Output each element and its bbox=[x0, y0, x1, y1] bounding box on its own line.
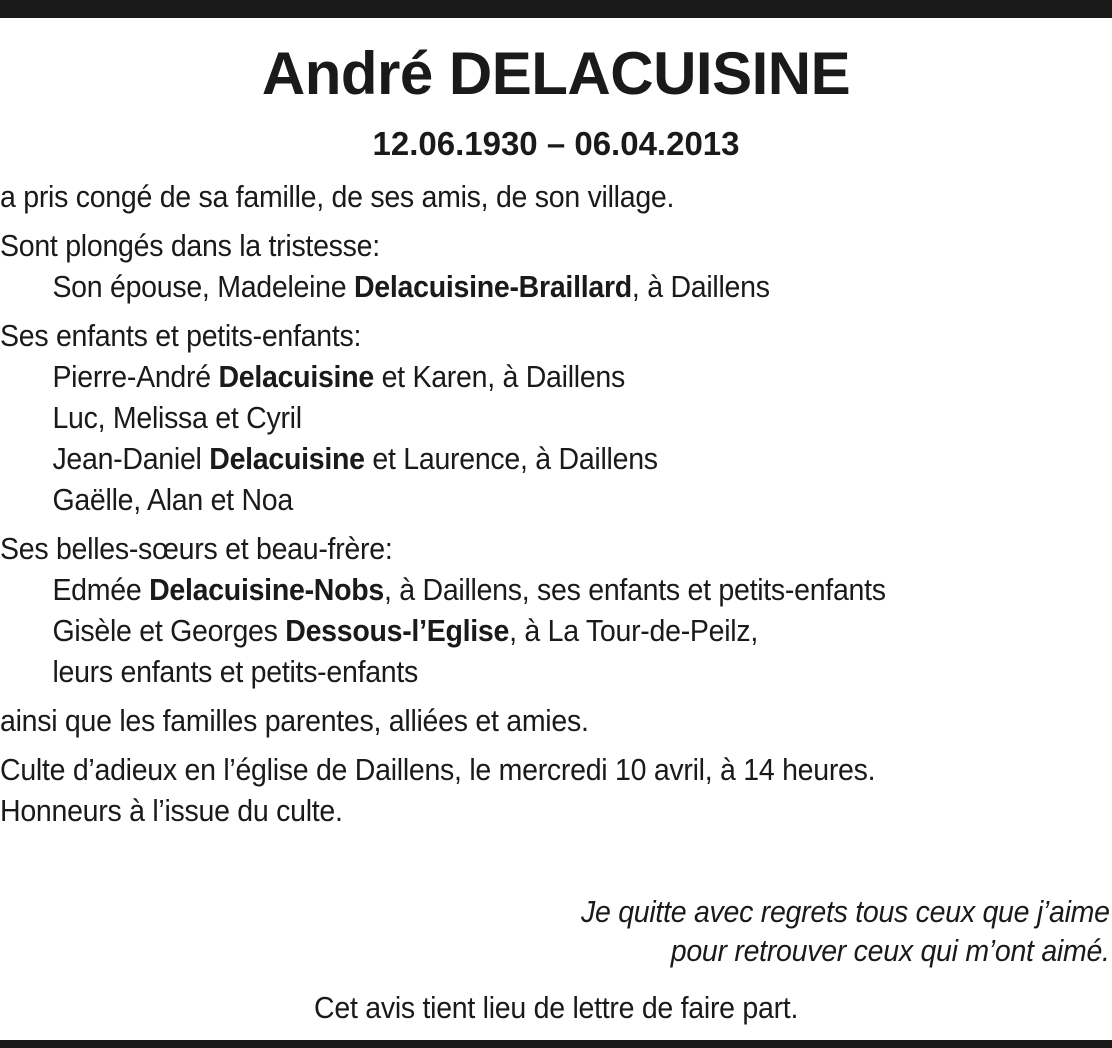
children-line bbox=[0, 479, 1023, 520]
inlaws-line bbox=[0, 569, 1023, 610]
line-text: Gisèle et Georges bbox=[52, 613, 286, 648]
families-text: ainsi que les familles parentes, alliées et amies. bbox=[0, 703, 589, 738]
line-text: Luc, Melissa et Cyril bbox=[52, 400, 302, 435]
surname: Delacuisine-Nobs bbox=[149, 572, 384, 607]
line-text: Jean-Daniel bbox=[52, 441, 210, 476]
closing-text bbox=[0, 988, 1112, 1028]
notice-body bbox=[0, 176, 1023, 831]
line-text: Edmée bbox=[52, 572, 150, 607]
line-text: Gaëlle, Alan et Noa bbox=[52, 482, 293, 517]
surname: Dessous-l’Eglise bbox=[285, 613, 510, 648]
inlaws-line bbox=[0, 610, 1023, 651]
surname: Delacuisine bbox=[218, 359, 374, 394]
spouse-heading: Sont plongés dans la tristesse: bbox=[0, 228, 380, 263]
deceased-name: André DELACUISINE bbox=[261, 40, 851, 107]
service-text: Honneurs à l’issue du culte. bbox=[0, 793, 343, 828]
life-dates: 12.06.1930 – 06.04.2013 bbox=[372, 125, 740, 162]
line-text: , à La Tour-de-Peilz, bbox=[509, 613, 759, 648]
surname: Delacuisine-Braillard bbox=[353, 269, 632, 304]
inlaws-heading: Ses belles-sœurs et beau-frère: bbox=[0, 531, 393, 566]
poem bbox=[581, 892, 1110, 970]
top-rule bbox=[0, 0, 1112, 18]
children-line bbox=[0, 356, 1023, 397]
bottom-rule bbox=[0, 1040, 1112, 1048]
closing-line: Cet avis tient lieu de lettre de faire part. bbox=[313, 990, 799, 1025]
poem-line: Je quitte avec regrets tous ceux que j’aime bbox=[581, 894, 1110, 929]
line-text: , à Daillens bbox=[631, 269, 770, 304]
line-text: et Karen, à Daillens bbox=[373, 359, 625, 394]
poem-line: pour retrouver ceux qui m’ont aimé. bbox=[671, 933, 1110, 968]
children-heading: Ses enfants et petits-enfants: bbox=[0, 318, 362, 353]
line-text: leurs enfants et petits-enfants bbox=[52, 654, 419, 689]
line-text: , à Daillens, ses enfants et petits-enfants bbox=[383, 572, 886, 607]
line-text: Son épouse, Madeleine bbox=[52, 269, 354, 304]
spouse-line bbox=[0, 266, 1023, 307]
surname: Delacuisine bbox=[209, 441, 365, 476]
children-line bbox=[0, 438, 1023, 479]
children-line bbox=[0, 397, 1023, 438]
line-text: Pierre-André bbox=[52, 359, 219, 394]
line-text: et Laurence, à Daillens bbox=[364, 441, 658, 476]
intro-text: a pris congé de sa famille, de ses amis, de son village. bbox=[0, 179, 675, 214]
inlaws-line bbox=[0, 651, 1023, 692]
service-text: Culte d’adieux en l’église de Daillens, le mercredi 10 avril, à 14 heures. bbox=[0, 752, 876, 787]
